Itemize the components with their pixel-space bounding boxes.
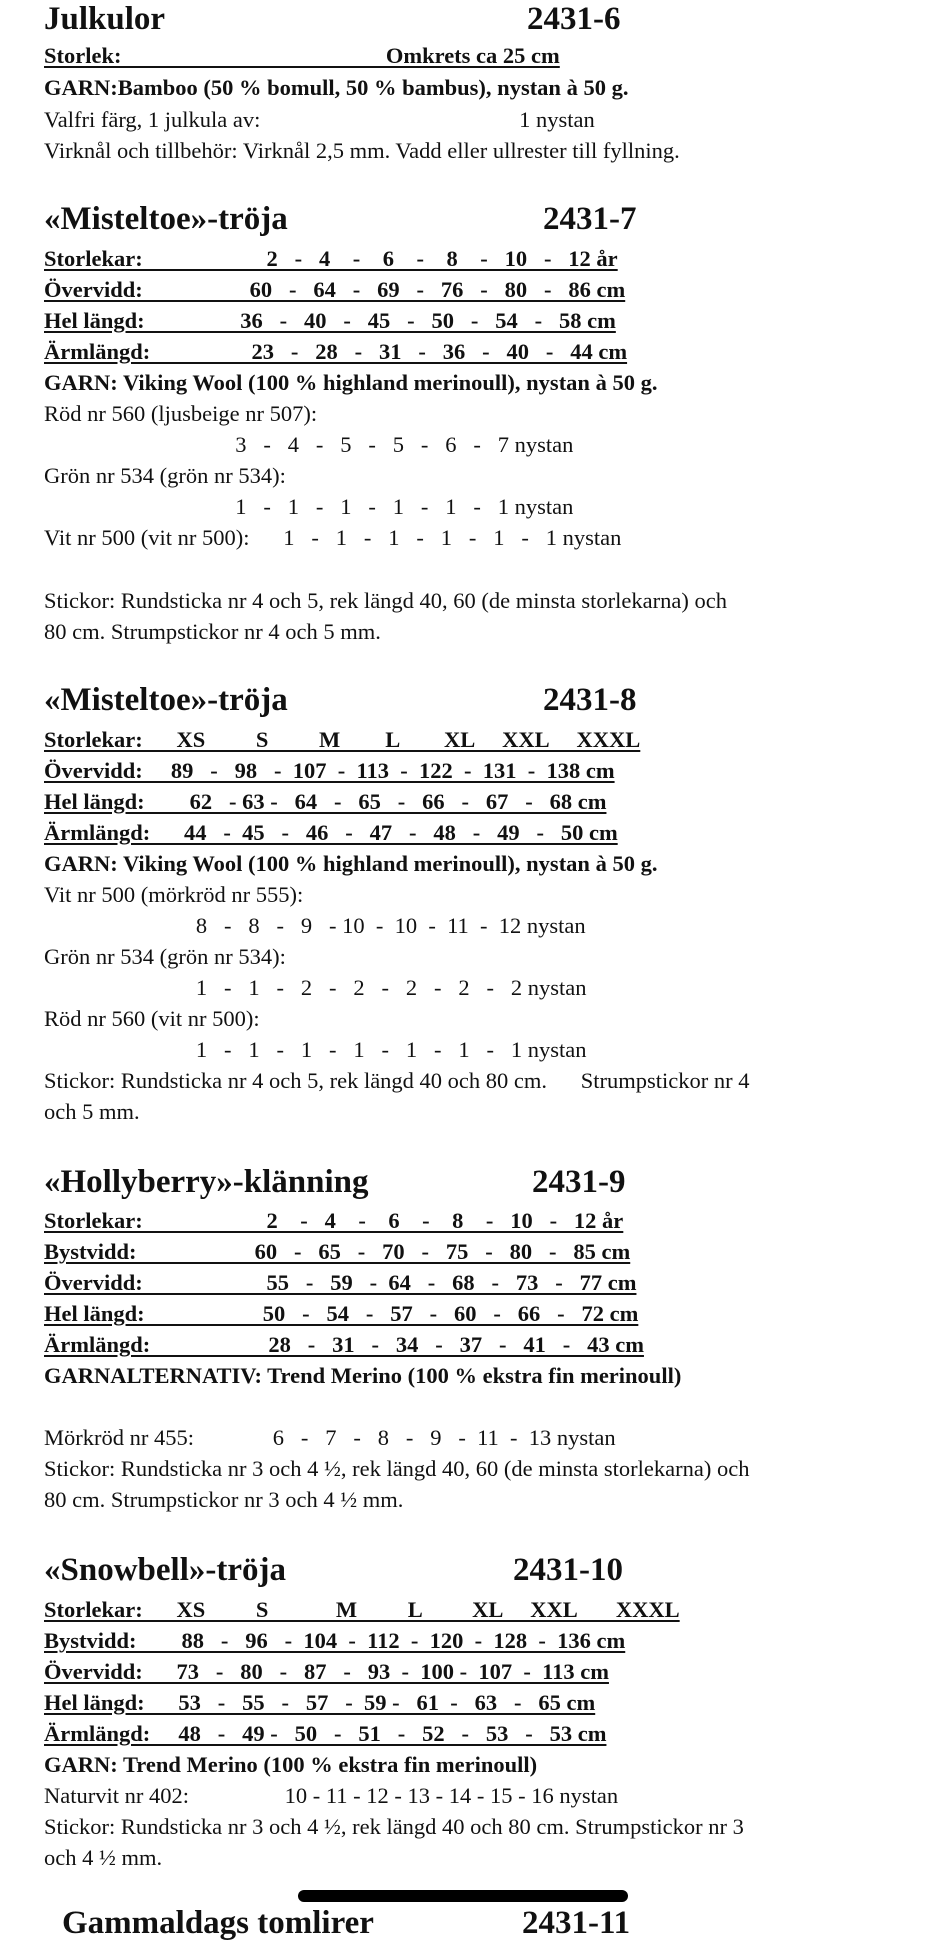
pattern-code: 2431-7: [543, 201, 637, 237]
pattern-code: 2431-9: [532, 1164, 626, 1200]
size-row: Storlekar: XS S M L XL XXL XXXL: [44, 1597, 680, 1622]
needles-line: och 5 mm.: [44, 1099, 140, 1124]
needles-line: Stickor: Rundsticka nr 4 och 5, rek längd 40, 60 (de minsta storlekarna) och: [44, 588, 727, 613]
needles-line: 80 cm. Strumpstickor nr 3 och 4 ½ mm.: [44, 1487, 404, 1512]
color-line: Röd nr 560 (ljusbeige nr 507):: [44, 401, 318, 426]
measure-row: Övervidd: 60 - 64 - 69 - 76 - 80 - 86 cm: [44, 277, 626, 302]
size-row: Storlekar: XS S M L XL XXL XXXL: [44, 727, 641, 752]
needles-line: Stickor: Rundsticka nr 4 och 5, rek längd 40 och 80 cm. Strumpstickor nr 4: [44, 1068, 750, 1093]
needles-line: och 4 ½ mm.: [44, 1845, 163, 1870]
section-title: «Hollyberry»-klänning: [44, 1164, 369, 1200]
measure-row: Övervidd: 73 - 80 - 87 - 93 - 100 - 107 - 113 cm: [44, 1659, 609, 1684]
amount-line: 1 - 1 - 1 - 1 - 1 - 1 nystan: [44, 494, 574, 519]
size-row: Storlek: Omkrets ca 25 cm: [44, 43, 560, 68]
size-row: Storlekar: 2 - 4 - 6 - 8 - 10 - 12 år: [44, 246, 618, 271]
measure-row: Hel längd: 36 - 40 - 45 - 50 - 54 - 58 cm: [44, 308, 616, 333]
measure-row: Övervidd: 89 - 98 - 107 - 113 - 122 - 131 - 138 cm: [44, 758, 615, 783]
yarn-line: GARN: Viking Wool (100 % highland merinoull), nystan à 50 g.: [44, 370, 658, 395]
amount-line: 1 - 1 - 1 - 1 - 1 - 1 - 1 nystan: [44, 1037, 587, 1062]
color-line: Valfri färg, 1 julkula av: 1 nystan: [44, 107, 595, 132]
pattern-code: 2431-6: [527, 1, 621, 37]
color-line: Naturvit nr 402: 10 - 11 - 12 - 13 - 14 - 15 - 16 nystan: [44, 1783, 619, 1808]
pattern-code: 2431-11: [522, 1905, 631, 1941]
needles-line: Stickor: Rundsticka nr 3 och 4 ½, rek längd 40 och 80 cm. Strumpstickor nr 3: [44, 1814, 744, 1839]
pattern-code: 2431-10: [513, 1552, 623, 1588]
measure-row: Hel längd: 53 - 55 - 57 - 59 - 61 - 63 - 65 cm: [44, 1690, 596, 1715]
pattern-code: 2431-8: [543, 682, 637, 718]
measure-row: Bystvidd: 88 - 96 - 104 - 112 - 120 - 128 - 136 cm: [44, 1628, 626, 1653]
section-title: «Misteltoe»-tröja: [44, 682, 288, 718]
amount-line: 3 - 4 - 5 - 5 - 6 - 7 nystan: [44, 432, 574, 457]
amount-line: 1 - 1 - 2 - 2 - 2 - 2 - 2 nystan: [44, 975, 587, 1000]
measure-row: Ärmlängd: 23 - 28 - 31 - 36 - 40 - 44 cm: [44, 339, 628, 364]
amount-line: 8 - 8 - 9 - 10 - 10 - 11 - 12 nystan: [44, 913, 586, 938]
measure-row: Ärmlängd: 44 - 45 - 46 - 47 - 48 - 49 - 50 cm: [44, 820, 618, 845]
color-line: Vit nr 500 (mörkröd nr 555):: [44, 882, 304, 907]
color-line: Mörkröd nr 455: 6 - 7 - 8 - 9 - 11 - 13 nystan: [44, 1425, 616, 1450]
yarn-line: GARN: Trend Merino (100 % ekstra fin merinoull): [44, 1752, 538, 1777]
color-line: Grön nr 534 (grön nr 534):: [44, 463, 286, 488]
measure-row: Ärmlängd: 48 - 49 - 50 - 51 - 52 - 53 - 53 cm: [44, 1721, 607, 1746]
color-line: Röd nr 560 (vit nr 500):: [44, 1006, 260, 1031]
section-title: Gammaldags tomlirer: [62, 1905, 374, 1941]
size-row: Storlekar: 2 - 4 - 6 - 8 - 10 - 12 år: [44, 1208, 624, 1233]
tools-line: Virknål och tillbehör: Virknål 2,5 mm. Vadd eller ullrester till fyllning.: [44, 138, 680, 163]
color-line: Vit nr 500 (vit nr 500): 1 - 1 - 1 - 1 - 1 - 1 nystan: [44, 525, 622, 550]
needles-line: Stickor: Rundsticka nr 3 och 4 ½, rek längd 40, 60 (de minsta storlekarna) och: [44, 1456, 750, 1481]
yarn-line: GARN: Viking Wool (100 % highland merinoull), nystan à 50 g.: [44, 851, 658, 876]
section-title: «Misteltoe»-tröja: [44, 201, 288, 237]
home-indicator[interactable]: [298, 1890, 628, 1902]
yarn-line: GARN:Bamboo (50 % bomull, 50 % bambus), nystan à 50 g.: [44, 75, 629, 100]
measure-row: Ärmlängd: 28 - 31 - 34 - 37 - 41 - 43 cm: [44, 1332, 644, 1357]
measure-row: Övervidd: 55 - 59 - 64 - 68 - 73 - 77 cm: [44, 1270, 637, 1295]
section-title: Julkulor: [44, 1, 166, 37]
color-line: Grön nr 534 (grön nr 534):: [44, 944, 286, 969]
yarn-line: GARNALTERNATIV: Trend Merino (100 % ekstra fin merinoull): [44, 1363, 682, 1388]
measure-row: Bystvidd: 60 - 65 - 70 - 75 - 80 - 85 cm: [44, 1239, 631, 1264]
measure-row: Hel längd: 62 - 63 - 64 - 65 - 66 - 67 - 68 cm: [44, 789, 607, 814]
section-title: «Snowbell»-tröja: [44, 1552, 286, 1588]
measure-row: Hel längd: 50 - 54 - 57 - 60 - 66 - 72 cm: [44, 1301, 639, 1326]
needles-line: 80 cm. Strumpstickor nr 4 och 5 mm.: [44, 619, 381, 644]
